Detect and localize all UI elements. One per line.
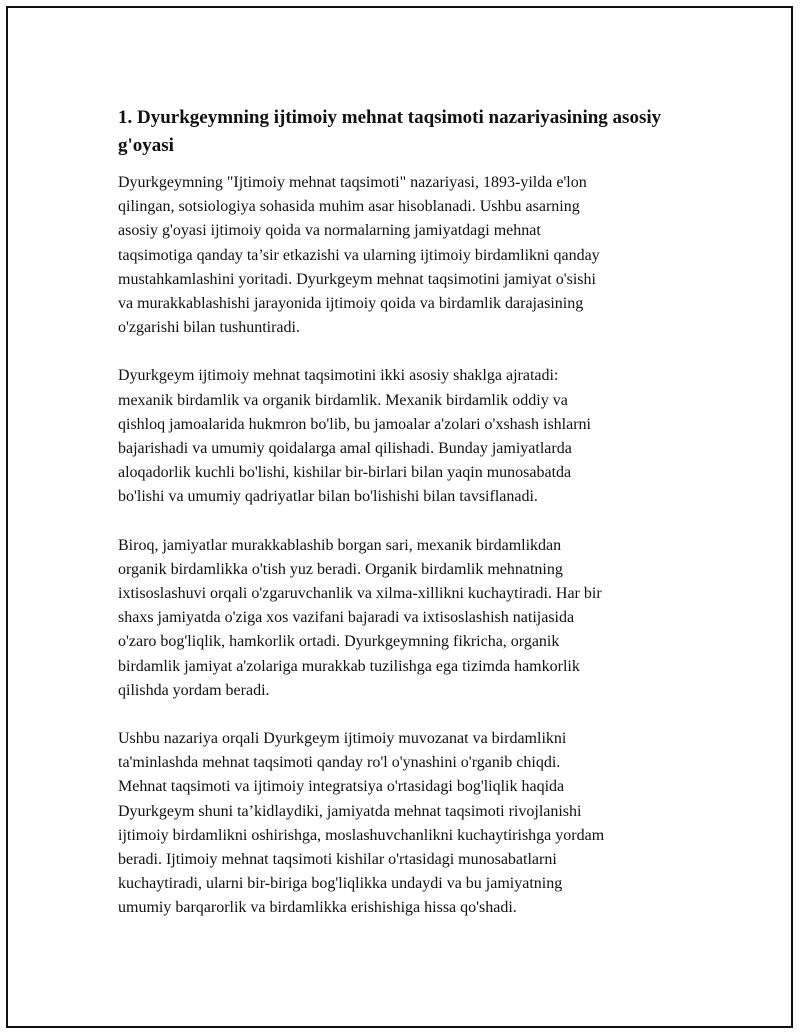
document-content	[118, 104, 688, 945]
paragraph-2: Dyurkgeym ijtimoiy mehnat taqsimotini ikki asosiy shaklga ajratadi: mexanik birdamlik va organik birdamlik. Mexanik birdamlik oddiy va qishloq jamoalarida hukmron bo'lib, bu jamoalar a'zolari o'xshash ishlarni bajarishadi va umumiy qoidalarga amal qilishadi. Bunday jamiyatlarda aloqadorlik kuchli bo'lishi, kishilar bir-birlari bilan yaqin munosabatda bo'lishi va umumiy qadriyatlar bilan bo'lishishi bilan tavsiflanadi.	[118, 367, 591, 506]
paragraph-3: Biroq, jamiyatlar murakkablashib borgan sari, mexanik birdamlikdan organik birdamlikka o'tish yuz beradi. Organik birdamlik mehnatning ixtisoslashuvi orqali o'zgaruvchanlik va xilma-xillikni kuchaytiradi. Har bir shaxs jamiyatda o'ziga xos vazifani bajaradi va ixtisoslashish natijasida o'zaro bog'liqlik, hamkorlik ortadi. Dyurkgeymning fikricha, organik birdamlik jamiyat a'zolariga murakkab tuzilishga ega tizimda hamkorlik qilishda yordam beradi.	[118, 536, 602, 699]
page-frame	[6, 6, 793, 1028]
section-heading: 1. Dyurkgeymning ijtimoiy mehnat taqsimoti nazariyasining asosiy g'oyasi	[118, 107, 662, 156]
paragraph-1: Dyurkgeymning "Ijtimoiy mehnat taqsimoti" nazariyasi, 1893-yilda e'lon qilingan, sotsiologiya sohasida muhim asar hisoblanadi. Ushbu asarning asosiy g'oyasi ijtimoiy qoida va normalarning jamiyatdagi mehnat taqsimotiga qanday ta’sir etkazishi va ularning ijtimoiy birdamlikni qanday mustahkamlashini yoritadi. Dyurkgeym mehnat taqsimotini jamiyat o'sishi va murakkablashishi jarayonida ijtimoiy qoida va birdamlik darajasining o'zgarishi bilan tushuntiradi.	[118, 174, 600, 337]
paragraph-4: Ushbu nazariya orqali Dyurkgeym ijtimoiy muvozanat va birdamlikni ta'minlashda mehnat taqsimoti qanday ro'l o'ynashini o'rganib chiqdi. Mehnat taqsimoti va ijtimoiy integratsiya o'rtasidagi bog'liqlik haqida Dyurkgeym shuni ta’kidlaydiki, jamiyatda mehnat taqsimoti rivojlanishi ijtimoiy birdamlikni oshirishga, moslashuvchanlikni kuchaytirishga yordam beradi. Ijtimoiy mehnat taqsimoti kishilar o'rtasidagi munosabatlarni kuchaytiradi, ularni bir-biriga bog'liqlikka undaydi va bu jamiyatning umumiy barqarorlik va birdamlikka erishishiga hissa qo'shadi.	[118, 730, 605, 917]
